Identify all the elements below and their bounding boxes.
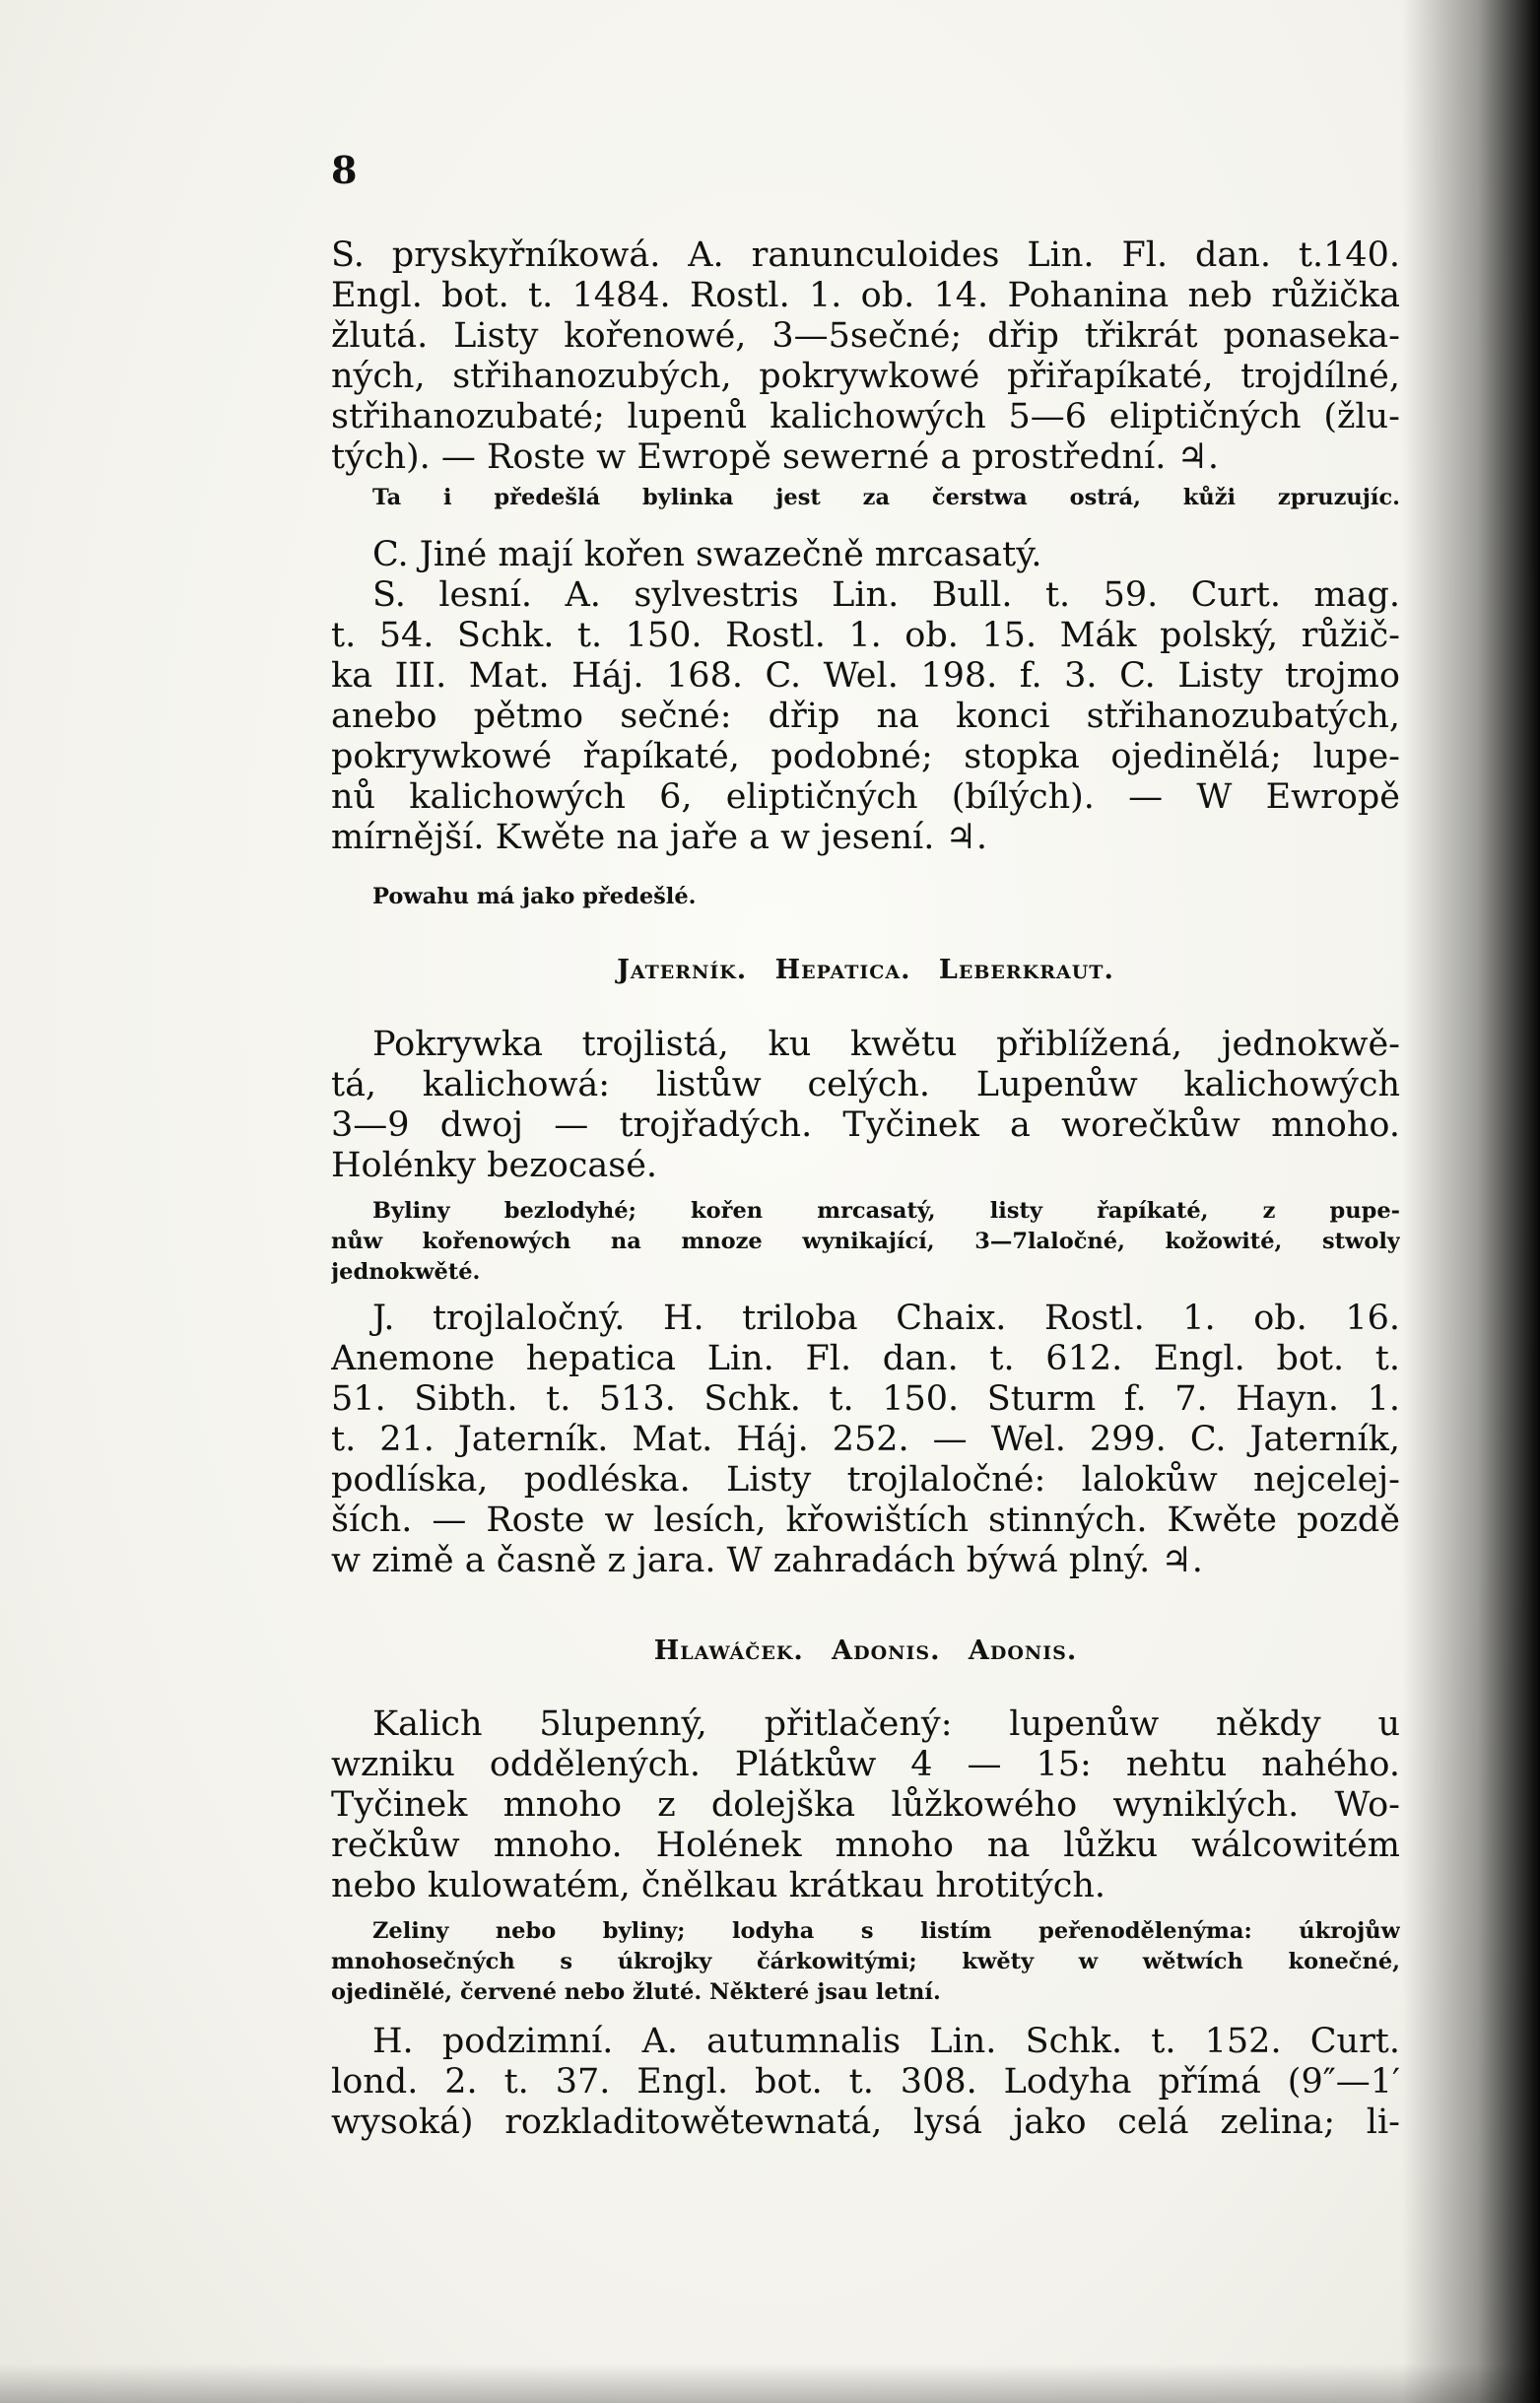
text-line: t. 54. Schk. t. 150. Rostl. 1. ob. 15. Mák polský, růžič- <box>331 616 1400 655</box>
text-line: Tyčinek mnoho z dolejška lůžkowého wyniklých. Wo- <box>331 1785 1400 1825</box>
note-jaternik <box>331 1196 1400 1288</box>
text-line: rečkůw mnoho. Holének mnoho na lůžku wálcowitém <box>331 1826 1400 1865</box>
genus-heading-hlawacek <box>331 1635 1400 1666</box>
text-line: 51. Sibth. t. 513. Schk. t. 150. Sturm f. 7. Hayn. 1. <box>331 1379 1400 1419</box>
genus-description-jaternik <box>331 1025 1400 1186</box>
text-line: 3—9 dwoj — trojřadých. Tyčinek a worečkůw mnoho. <box>331 1105 1400 1145</box>
heading-text: Hlawáček. Adonis. Adonis. <box>653 1635 1078 1666</box>
note-hlawacek <box>331 1916 1400 2008</box>
text-line: Engl. bot. t. 1484. Rostl. 1. ob. 14. Pohanina neb růžička <box>331 276 1400 315</box>
text-line: ných, střihanozubých, pokrywkowé přiřapíkaté, trojdílné, <box>331 357 1400 396</box>
text-line: J. trojlaločný. H. triloba Chaix. Rostl. 1. ob. 16. <box>372 1299 1400 1338</box>
note-line: Zeliny nebo byliny; lodyha s listím peřenodělenýma: úkrojůw <box>372 1918 1400 1944</box>
text-line: t. 21. Jaterník. Mat. Háj. 252. — Wel. 299. C. Jaterník, <box>331 1420 1400 1459</box>
text-line: mírnější. Kwěte na jaře a w jesení. ♃. <box>331 818 987 857</box>
note-line: nůw kořenowých na mnoze wynikající, 3—7laločné, kožowité, stwoly <box>331 1229 1400 1254</box>
text-line: S. lesní. A. sylvestris Lin. Bull. t. 59. Curt. mag. <box>372 575 1400 615</box>
note-line: Ta i předešlá bylinka jest za čerstwa ostrá, kůži zpruzujíc. <box>372 485 1400 510</box>
text-line: podlíska, podléska. Listy trojlaločné: lalokůw nejcelej- <box>331 1460 1400 1500</box>
text-line: nů kalichowých 6, eliptičných (bílých). — W Ewropě <box>331 777 1400 817</box>
text-line: wysoká) rozkladitowětewnatá, lysá jako celá zelina; li- <box>331 2103 1400 2142</box>
page-bottom-shadow <box>0 2364 1540 2403</box>
text-line: anebo pětmo sečné: dřip na konci střihanozubatých, <box>331 697 1400 736</box>
text-line: Pokrywka trojlistá, ku kwětu přiblížená, jednokwě- <box>372 1025 1400 1064</box>
genus-heading-jaternik <box>331 955 1400 985</box>
heading-text: Jaterník. Hepatica. Leberkraut. <box>617 955 1114 985</box>
text-line: tých). — Roste w Ewropě sewerné a prostřední. ♃. <box>331 437 1219 477</box>
text-line: Kalich 5lupenný, přitlačený: lupenůw někdy u <box>372 1704 1400 1744</box>
note-line: Byliny bezlodyhé; kořen mrcasatý, listy řapíkaté, z pupe- <box>372 1198 1400 1224</box>
note-lesni <box>331 882 1400 912</box>
genus-description-hlawacek <box>331 1704 1400 1906</box>
text-line: tá, kalichowá: listůw celých. Lupenůw kalichowých <box>331 1065 1400 1104</box>
text-line: ších. — Roste w lesích, křowištích stinných. Kwěte pozdě <box>331 1501 1400 1540</box>
note-line: Powahu má jako předešlé. <box>372 884 697 909</box>
entry-pryskyrnikova <box>331 235 1400 478</box>
text-line: Holénky bezocasé. <box>331 1146 658 1185</box>
text-line: S. pryskyřníkowá. A. ranunculoides Lin. Fl. dan. t.140. <box>331 235 1400 275</box>
section-c <box>331 535 1400 858</box>
text-line: ka III. Mat. Háj. 168. C. Wel. 198. f. 3. C. Listy trojmo <box>331 656 1400 696</box>
text-line: lond. 2. t. 37. Engl. bot. t. 308. Lodyha přímá (9″—1′ <box>331 2062 1400 2102</box>
text-line: pokrywkowé řapíkaté, podobné; stopka ojedinělá; lupe- <box>331 737 1400 776</box>
text-line: wzniku oddělených. Plátkůw 4 — 15: nehtu nahého. <box>331 1745 1400 1784</box>
note-pryskyrnikova <box>331 483 1400 513</box>
entry-hlawacek-podzimni <box>331 2022 1400 2143</box>
entry-jaternik-trojlalocny <box>331 1299 1400 1581</box>
text-line: žlutá. Listy kořenowé, 3—5sečné; dřip třikrát ponaseka- <box>331 316 1400 356</box>
text-line: w zimě a časně z jara. W zahradách býwá plný. ♃. <box>331 1541 1203 1580</box>
text-line: Anemone hepatica Lin. Fl. dan. t. 612. Engl. bot. t. <box>331 1339 1400 1378</box>
text-line: nebo kulowatém, čnělkau krátkau hrotitých. <box>331 1866 1106 1905</box>
text-line: střihanozubaté; lupenů kalichowých 5—6 eliptičných (žlu- <box>331 397 1400 436</box>
note-line: ojedinělé, červené nebo žluté. Některé jsau letní. <box>331 1979 941 2005</box>
page-edge-shadow <box>1402 0 1540 2403</box>
section-title: C. Jiné mají kořen swazečně mrcasatý. <box>372 535 1042 574</box>
note-line: mnohosečných s úkrojky čárkowitými; kwěty w wětwích konečné, <box>331 1949 1400 1974</box>
page-number: 8 <box>331 148 358 192</box>
text-line: H. podzimní. A. autumnalis Lin. Schk. t. 152. Curt. <box>372 2022 1400 2061</box>
note-line: jednokwěté. <box>331 1259 481 1285</box>
